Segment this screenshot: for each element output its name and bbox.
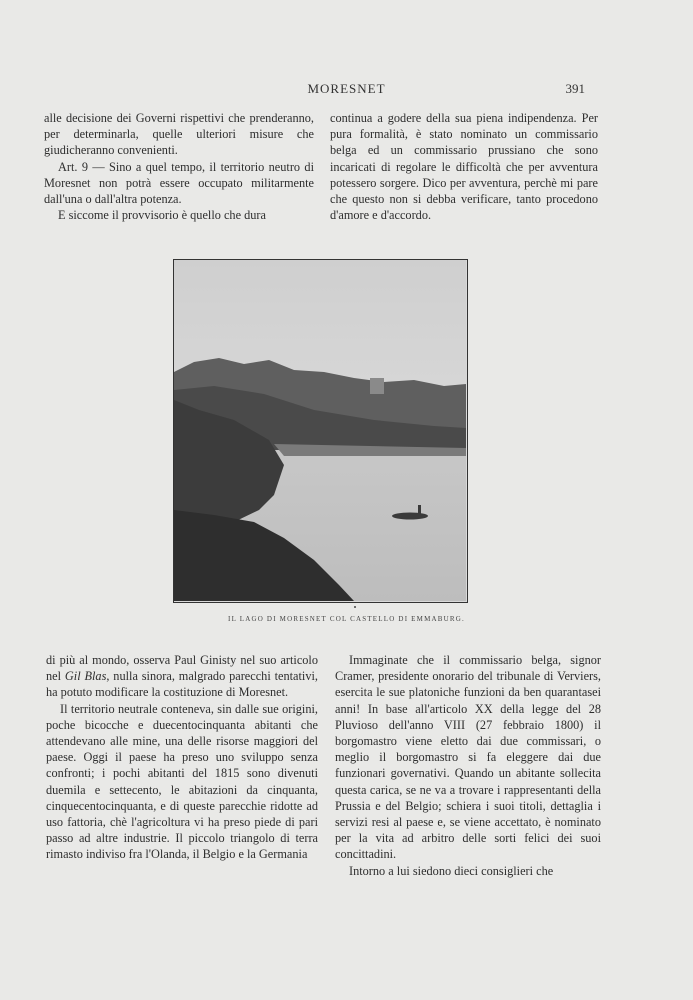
publication-title: Gil Blas [64, 669, 107, 684]
paragraph: alle decisione dei Governi rispettivi che prenderanno, per determinarla, quelle ulteriori misure che giudicheranno convenienti. [44, 111, 314, 158]
paragraph: continua a godere della sua piena indipendenza. Per pura formalità, è stato nominato un commissario belga ed un commissario prussiano che sono incaricati di regolare le difficoltà che per avventura potessero sorgere. Dico per avventura, perchè mi pare che questo non si debba verificare, tanto procedono d'amore e d'accordo. [330, 111, 598, 223]
paragraph: Il territorio neutrale conteneva, sin dalle sue origini, poche bicocche e duecentocinquanta abitanti che attendevano alle mine, una delle risorse maggiori del paese. Oggi il paese ha preso uno sviluppo senza confronti; i pochi abitanti del 1815 sono divenuti duemila e settecento, le abitazioni da cinquanta, cinquecentocinquanta, e di queste parecchie ridotte ad uso fattoria, chè l'agricoltura vi ha preso piede di pari passo ad altre industrie. Il piccolo triangolo di terra rimasto indiviso fra l'Olanda, il Belgio e la Germania [46, 701, 318, 862]
bottom-right-column [335, 652, 601, 879]
lake-photo-image [174, 260, 466, 601]
top-right-column [330, 110, 598, 223]
paragraph: Immaginate che il commissario belga, signor Cramer, presidente onorario del tribunale di Verviers, esercita le sue platoniche funzioni da ben quarantasei anni! In base all'articolo XX della legge del 28 Pluvioso dell'anno VIII (27 febbraio 1800) il borgomastro viene eletto dai due commissari, o meglio il borgomastro si fa eleggere dai due funzionari governativi. Quando un abitante sollecita questa carica, se ne va a trovare i rappresentanti della Prussia e del Belgio; schiera i suoi titoli, dettaglia i servizi resi al paese e, se viene accettato, è nominato per la vita ad arbitro delle sorti felici dei suoi concittadini. [335, 653, 601, 862]
running-title: MORESNET [307, 81, 386, 96]
text-run: , nulla sinora, malgrado parecchi tentativi, ha potuto modificare la costituzione di Moresnet. [46, 669, 318, 700]
text-run: di più al mondo, osserva Paul Ginisty nel suo articolo nel [46, 653, 318, 684]
paragraph: E siccome il provvisorio è quello che dura [58, 208, 266, 223]
paragraph: Art. 9 — Sino a quel tempo, il territorio neutro di Moresnet non potrà essere occupato militarmente dall'una o dall'altra potenza. [44, 159, 314, 207]
rowing-boat [392, 513, 428, 520]
page-number: 391 [565, 81, 585, 96]
paragraph: Intorno a lui siedono dieci consiglieri che [349, 863, 554, 878]
lake-photograph [173, 259, 468, 603]
castle [370, 378, 384, 394]
bottom-left-column [46, 652, 318, 863]
decorative-dot [354, 606, 356, 608]
figure-caption: IL LAGO DI MORESNET COL CASTELLO DI EMMABURG. [228, 615, 465, 623]
paragraph [46, 652, 318, 701]
top-left-column [44, 110, 314, 223]
boat-figure [418, 505, 421, 514]
